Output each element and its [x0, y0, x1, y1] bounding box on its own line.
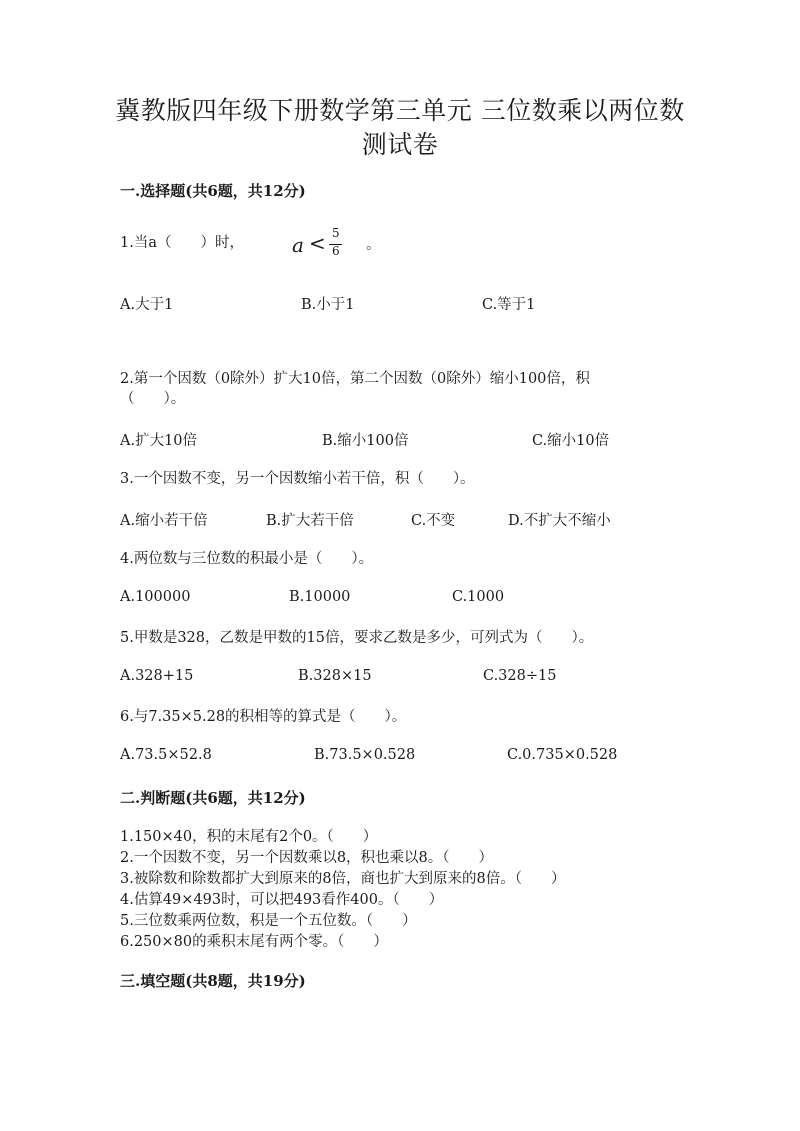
- choice-5-option-b: B.328×15: [298, 668, 372, 684]
- judge-question-2: 2.一个因数不变，另一个因数乘以8，积也乘以8。（ ）: [120, 850, 494, 866]
- choice-2-option-a: A.扩大10倍: [120, 433, 198, 449]
- choice-1-option-c: C.等于1: [482, 297, 536, 313]
- choice-question-1: 1.当a（ ）时，: [120, 235, 244, 251]
- choice-5-option-a: A.328+15: [120, 668, 194, 684]
- math-operator: <: [309, 231, 326, 255]
- choice-5-option-c: C.328÷15: [483, 668, 557, 684]
- judge-question-5: 5.三位数乘两位数，积是一个五位数。（ ）: [120, 913, 417, 929]
- choice-3-option-b: B.扩大若干倍: [266, 513, 354, 529]
- choice-3-option-a: A.缩小若干倍: [120, 513, 208, 529]
- choice-question-4: 4.两位数与三位数的积最小是（ ）。: [120, 551, 374, 567]
- math-denominator: 6: [332, 244, 340, 258]
- choice-1-option-b: B.小于1: [301, 297, 355, 313]
- section-fill-heading: 三.填空题(共8题，共19分): [120, 972, 306, 990]
- choice-question-3: 3.一个因数不变，另一个因数缩小若干倍，积（ ）。: [120, 471, 475, 487]
- math-variable: a: [292, 233, 304, 257]
- judge-question-4: 4.估算49×493时，可以把493看作400。（ ）: [120, 892, 444, 908]
- choice-6-option-b: B.73.5×0.528: [314, 747, 416, 763]
- judge-question-3: 3.被除数和除数都扩大到原来的8倍，商也扩大到原来的8倍。（ ）: [120, 871, 566, 887]
- choice-question-2-line-2: （ ）。: [120, 391, 186, 407]
- page-title-line-2: 测试卷: [361, 130, 439, 159]
- choice-question-2-line-1: 2.第一个因数（0除外）扩大10倍，第二个因数（0除外）缩小100倍，积: [120, 371, 590, 387]
- choice-4-option-c: C.1000: [452, 589, 505, 605]
- section-choice-heading: 一.选择题(共6题，共12分): [120, 182, 306, 200]
- choice-question-1-end: 。: [366, 237, 381, 253]
- choice-3-option-c: C.不变: [411, 513, 456, 529]
- choice-6-option-c: C.0.735×0.528: [507, 747, 618, 763]
- choice-2-option-b: B.缩小100倍: [322, 433, 409, 449]
- choice-1-option-a: A.大于1: [120, 297, 174, 313]
- math-numerator: 5: [332, 226, 340, 240]
- choice-2-option-c: C.缩小10倍: [532, 433, 610, 449]
- choice-question-5: 5.甲数是328，乙数是甲数的15倍，要求乙数是多少，可列式为（ ）。: [120, 630, 594, 646]
- judge-question-1: 1.150×40，积的末尾有2个0。（ ）: [120, 829, 378, 845]
- page-title-line-1: 冀教版四年级下册数学第三单元 三位数乘以两位数: [115, 96, 685, 125]
- choice-6-option-a: A.73.5×52.8: [120, 747, 212, 763]
- judge-question-6: 6.250×80的乘积末尾有两个零。（ ）: [120, 934, 388, 950]
- section-judge-heading: 二.判断题(共6题，共12分): [120, 789, 306, 807]
- choice-3-option-d: D.不扩大不缩小: [508, 513, 611, 529]
- choice-4-option-a: A.100000: [120, 589, 191, 605]
- choice-question-6: 6.与7.35×5.28的积相等的算式是（ ）。: [120, 709, 407, 725]
- choice-4-option-b: B.10000: [289, 589, 351, 605]
